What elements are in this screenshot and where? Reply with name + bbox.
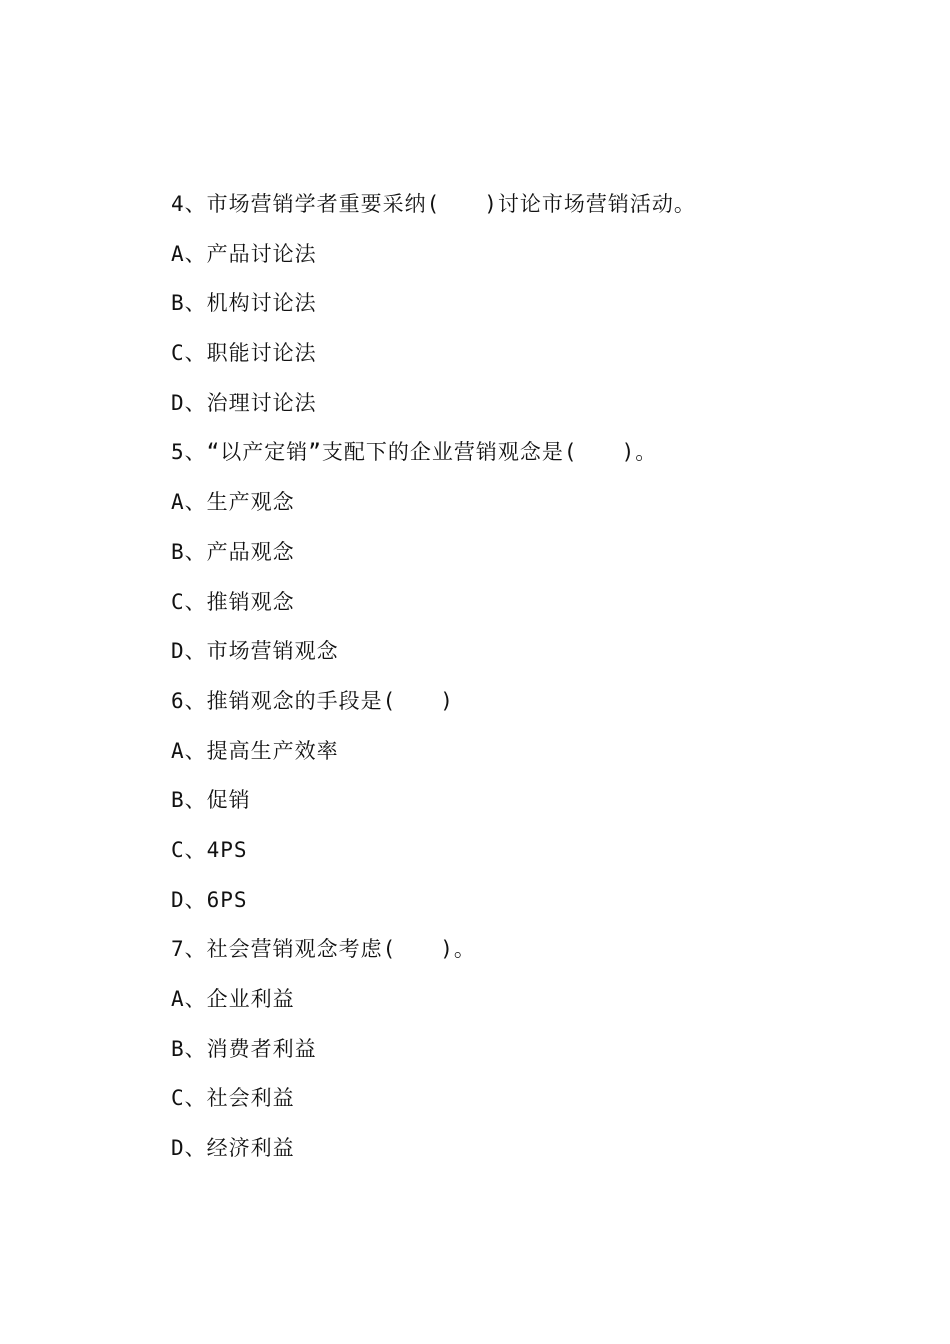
- question-7-stem: 7、社会营销观念考虑( )。: [171, 937, 476, 962]
- question-7-option-b: B、消费者利益: [171, 1036, 317, 1061]
- question-6-option-b: B、促销: [171, 788, 251, 813]
- question-5-option-c: C、推销观念: [171, 589, 295, 614]
- question-7-option-d: D、经济利益: [171, 1136, 295, 1161]
- question-6-option-d: D、6PS: [171, 887, 248, 912]
- question-6-option-c: C、4PS: [171, 837, 248, 862]
- question-7-option-c: C、社会利益: [171, 1086, 295, 1111]
- question-6-option-a: A、提高生产效率: [171, 738, 339, 763]
- question-7-option-a: A、企业利益: [171, 987, 295, 1011]
- question-4-stem: 4、市场营销学者重要采纳( )讨论市场营销活动。: [171, 192, 696, 216]
- question-5-option-a: A、生产观念: [171, 490, 295, 515]
- question-4-option-b: B、机构讨论法: [171, 291, 317, 316]
- question-6-stem: 6、推销观念的手段是( ): [171, 688, 454, 713]
- document-page: [171, 186, 891, 1180]
- question-5-stem: 5、“以产定销”支配下的企业营销观念是( )。: [171, 440, 658, 465]
- question-5-option-b: B、产品观念: [171, 539, 295, 564]
- question-4-option-a: A、产品讨论法: [171, 241, 317, 266]
- question-4-option-c: C、职能讨论法: [171, 341, 317, 366]
- question-5-option-d: D、市场营销观念: [171, 639, 339, 664]
- question-4-option-d: D、治理讨论法: [171, 390, 317, 415]
